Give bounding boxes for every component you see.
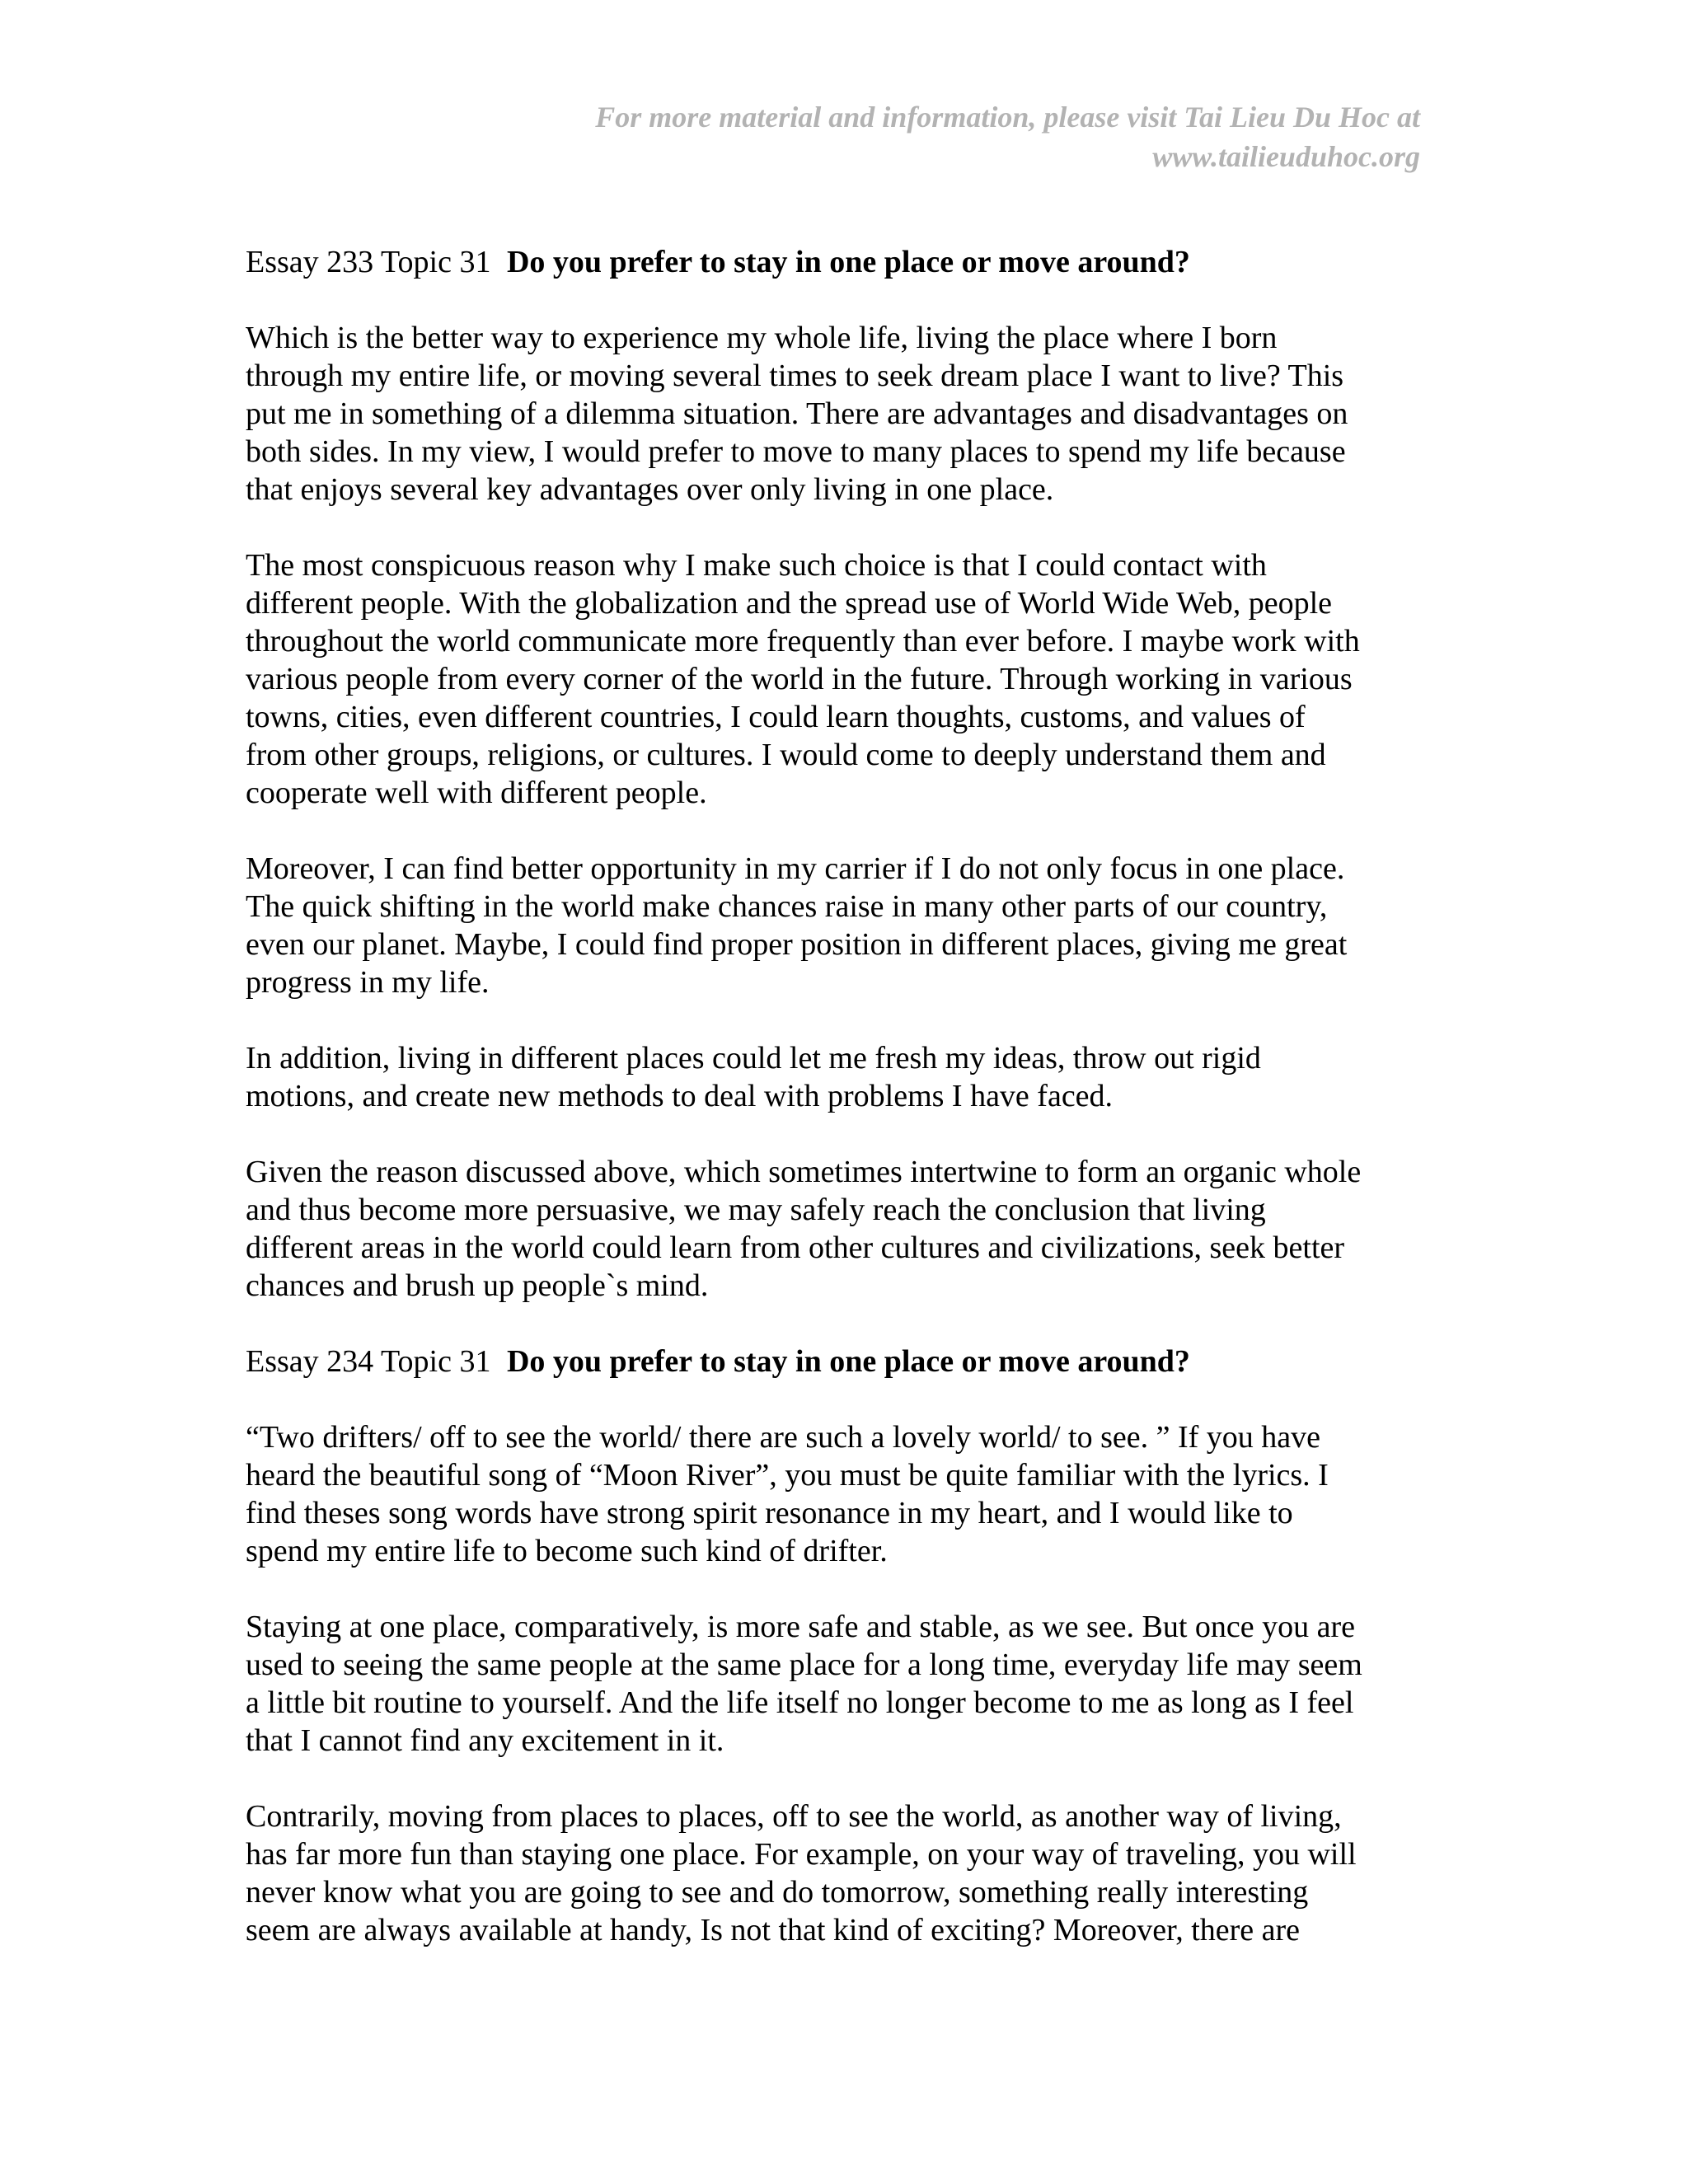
- text-line: cooperate well with different people.: [246, 776, 707, 810]
- text-line: The quick shifting in the world make chances raise in many other parts of our country,: [246, 889, 1328, 924]
- essay-234-label: Essay 234 Topic 31: [246, 1344, 491, 1379]
- text-line: through my entire life, or moving several times to seek dream place I want to live? This: [246, 359, 1344, 393]
- essay-234-paragraph-3: [246, 1797, 1441, 1949]
- text-line: from other groups, religions, or cultures. I would come to deeply understand them and: [246, 738, 1326, 772]
- text-line: motions, and create new methods to deal with problems I have faced.: [246, 1079, 1114, 1113]
- essay-233-paragraph-4: [246, 1039, 1441, 1115]
- text-line: various people from every corner of the world in the future. Through working in various: [246, 662, 1353, 696]
- text-line: a little bit routine to yourself. And the life itself no longer become to me as long as I feel: [246, 1685, 1354, 1720]
- text-line: different areas in the world could learn from other cultures and civilizations, seek better: [246, 1230, 1345, 1265]
- text-line: different people. With the globalization and the spread use of World Wide Web, people: [246, 586, 1332, 621]
- text-line: throughout the world communicate more frequently than ever before. I maybe work with: [246, 624, 1360, 658]
- essay-234-paragraph-2: [246, 1608, 1441, 1760]
- text-line: heard the beautiful song of “Moon River”, you must be quite familiar with the lyrics. I: [246, 1458, 1329, 1493]
- text-line: never know what you are going to see and do tomorrow, something really interesting: [246, 1875, 1309, 1910]
- text-line: even our planet. Maybe, I could find proper position in different places, giving me great: [246, 927, 1348, 962]
- text-line: Which is the better way to experience my whole life, living the place where I born: [246, 321, 1278, 355]
- essay-233-heading: [246, 243, 1441, 281]
- text-line: used to seeing the same people at the same place for a long time, everyday life may seem: [246, 1647, 1362, 1682]
- text-line: Given the reason discussed above, which sometimes intertwine to form an organic whole: [246, 1155, 1362, 1189]
- header-line-1: For more material and information, please visit Tai Lieu Du Hoc at: [595, 101, 1420, 134]
- essay-234-heading: [246, 1343, 1441, 1380]
- text-line: put me in something of a dilemma situation. There are advantages and disadvantages on: [246, 396, 1348, 431]
- text-line: progress in my life.: [246, 965, 490, 1000]
- document-body: [246, 243, 1441, 1949]
- essay-234-question: Do you prefer to stay in one place or move around?: [506, 1344, 1190, 1379]
- text-line: towns, cities, even different countries, I could learn thoughts, customs, and values of: [246, 700, 1306, 734]
- text-line: The most conspicuous reason why I make such choice is that I could contact with: [246, 548, 1267, 583]
- essay-233-label: Essay 233 Topic 31: [246, 245, 491, 279]
- essay-233-paragraph-2: [246, 546, 1441, 812]
- text-line: Staying at one place, comparatively, is more safe and stable, as we see. But once you are: [246, 1610, 1356, 1644]
- essay-233-question: Do you prefer to stay in one place or move around?: [506, 245, 1190, 279]
- essay-233-paragraph-3: [246, 850, 1441, 1001]
- text-line: chances and brush up people`s mind.: [246, 1268, 709, 1303]
- text-line: Contrarily, moving from places to places, off to see the world, as another way of living,: [246, 1799, 1342, 1834]
- text-line: has far more fun than staying one place. For example, on your way of traveling, you will: [246, 1837, 1357, 1872]
- text-line: that I cannot find any excitement in it.: [246, 1723, 724, 1758]
- text-line: both sides. In my view, I would prefer to move to many places to spend my life because: [246, 434, 1346, 469]
- essay-233-paragraph-1: [246, 319, 1441, 509]
- text-line: In addition, living in different places could let me fresh my ideas, throw out rigid: [246, 1041, 1261, 1076]
- essay-234-paragraph-1: [246, 1418, 1441, 1570]
- watermark-header: [349, 97, 1420, 176]
- text-line: seem are always available at handy, Is not that kind of exciting? Moreover, there are: [246, 1913, 1301, 1947]
- text-line: Moreover, I can find better opportunity in my carrier if I do not only focus in one place.: [246, 851, 1345, 886]
- text-line: “Two drifters/ off to see the world/ there are such a lovely world/ to see. ” If you have: [246, 1420, 1321, 1455]
- text-line: spend my entire life to become such kind of drifter.: [246, 1534, 888, 1568]
- essay-233-paragraph-5: [246, 1153, 1441, 1305]
- text-line: that enjoys several key advantages over only living in one place.: [246, 472, 1054, 507]
- text-line: and thus become more persuasive, we may safely reach the conclusion that living: [246, 1193, 1266, 1227]
- text-line: find theses song words have strong spirit resonance in my heart, and I would like to: [246, 1496, 1293, 1530]
- header-line-2: www.tailieuduhoc.org: [1152, 140, 1420, 173]
